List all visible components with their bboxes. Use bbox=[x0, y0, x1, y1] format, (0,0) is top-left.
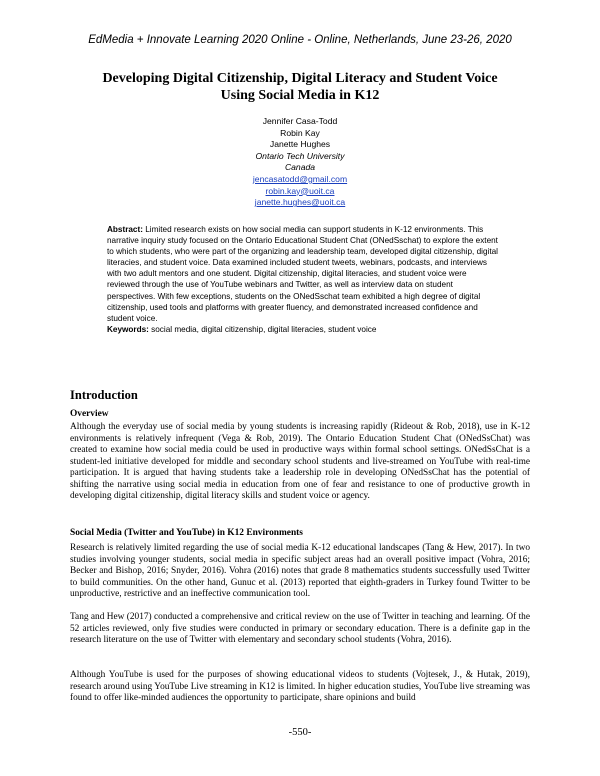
subheading-overview: Overview bbox=[70, 409, 109, 419]
subheading-social-media: Social Media (Twitter and YouTube) in K12 Environments bbox=[70, 528, 303, 538]
keywords-text: social media, digital citizenship, digital literacies, student voice bbox=[151, 324, 377, 334]
paragraph: Research is relatively limited regarding the use of social media K-12 educational landscapes (Tang & Hew, 2017). In two studies involving younger students, social media in specific subject areas had an overall positive impact (Vohra, 2016; Becker and Bishop, 2016; Snyder, 2016). Vohra (2016) notes that grade 8 mathematics students successfully used Twitter to build communities. On the other hand, Gunuc et al. (2013) reported that eighth-graders in Turkey found Twitter to be unproductive, restrictive and an ineffective communication tool. bbox=[70, 543, 530, 600]
abstract-text: Limited research exists on how social media can support students in K-12 environments. This narrative inquiry study focused on the Ontario Educational Student Chat (ONedSschat) to explore the extent to which students, who were part of the organizing and leadership team, developed digital citizenship, digital literacies, and student voice. Data examined included student tweets, webinars, podcasts, and interviews with two adult mentors and one student. Digital citizenship, digital literacies, and student voice were reviewed through the use of YouTube webinars and Twitter, as well as interview data on student perspectives. With few exceptions, students on the ONedSschat team exhibited a high degree of digital citizenship, used tools and platforms with greater fluency, and demonstrated increased confidence and student voice. bbox=[107, 225, 498, 323]
abstract-label: Abstract: bbox=[107, 225, 143, 234]
abstract bbox=[107, 224, 499, 335]
country: Canada bbox=[284, 162, 316, 173]
section-heading-introduction: Introduction bbox=[70, 388, 138, 402]
affiliation: Ontario Tech University bbox=[255, 150, 345, 161]
email-link[interactable]: robin.kay@uoit.ca bbox=[265, 185, 335, 196]
paragraph: Although YouTube is used for the purposes of showing educational videos to students (Vojtesek, J., & Hutak, 2019), research around using YouTube Live streaming in K12 is limited. In higher education studies, YouTube live streaming was found to offer like-minded audiences the opportunity to participate, share opinions and build bbox=[70, 670, 530, 704]
running-head: EdMedia + Innovate Learning 2020 Online - Online, Netherlands, June 23-26, 2020 bbox=[88, 34, 512, 46]
page-number: -550- bbox=[288, 727, 312, 738]
email-link[interactable]: jencasatodd@gmail.com bbox=[252, 173, 348, 184]
author-name: Jennifer Casa-Todd bbox=[262, 116, 338, 126]
paragraph-overview: Although the everyday use of social media by young students is increasing rapidly (Rideout & Rob, 2018), use in K-12 environments is relatively infrequent (Vega & Rob, 2019). The Ontario Education Student Chat (ONedSsChat) was created to examine how social media could be used in productive ways within formal school settings. ONedSsChat is a student-led initiative developed for middle and secondary school students and live-streamed on YouTube with real-time participation. It is argued that having students take a leadership role in developing ONedSsChat has the potential of shifting the narrative using social media in education from one of fear and resistance to one of productive growth in developing digital citizenship, digital literacy skills and student voice or agency. bbox=[70, 422, 530, 502]
paragraph: Tang and Hew (2017) conducted a comprehensive and critical review on the use of Twitter in teaching and learning. Of the 52 articles reviewed, only five studies were conducted in primary or secondary education. There is a definite gap in the research literature on the use of Twitter with elementary and secondary school students (Vohra, 2016). bbox=[70, 612, 530, 646]
paper-title: Developing Digital Citizenship, Digital Literacy and Student Voice Using Social Media in K12 bbox=[102, 71, 498, 103]
email-link[interactable]: janette.hughes@uoit.ca bbox=[254, 197, 346, 208]
author-block bbox=[150, 116, 450, 209]
keywords-label: Keywords: bbox=[107, 324, 149, 334]
author-name: Robin Kay bbox=[280, 127, 320, 138]
author-name: Janette Hughes bbox=[269, 139, 331, 150]
